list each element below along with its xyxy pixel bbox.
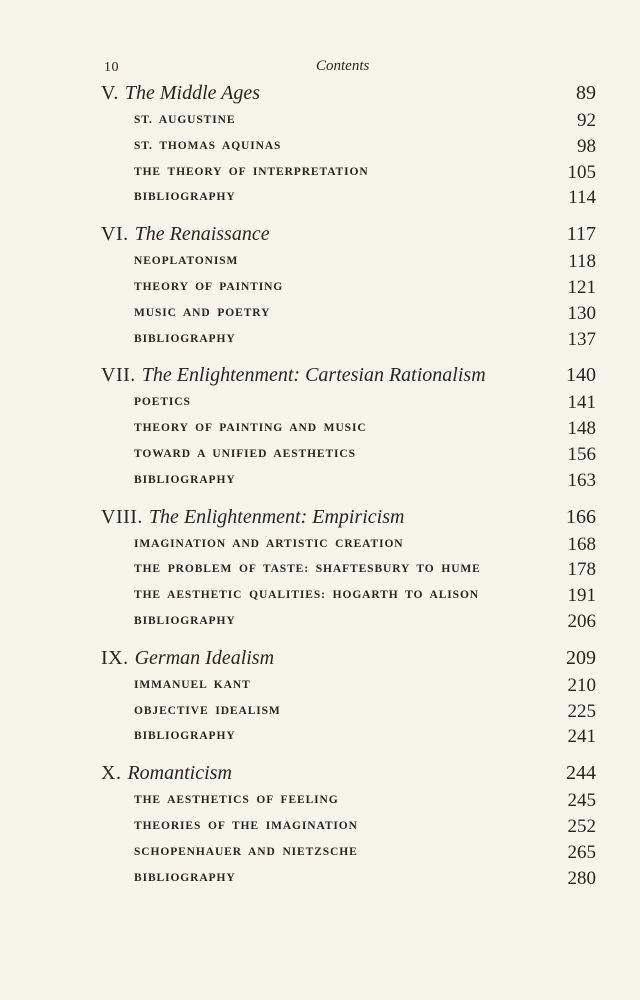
entry-page-number: 225	[567, 700, 596, 722]
entry-label: THE AESTHETICS OF FEELING	[134, 794, 339, 807]
entry-page-number: 168	[567, 533, 596, 555]
entry-page-number: 114	[568, 187, 596, 209]
entry-label: BIBLIOGRAPHY	[134, 871, 236, 884]
chapter-title	[101, 364, 486, 387]
chapter-numeral: VIII.	[101, 505, 143, 528]
toc-entry	[101, 816, 596, 842]
chapter-section	[101, 504, 596, 637]
chapter-section	[101, 221, 596, 354]
entry-page-number: 191	[567, 585, 596, 607]
entry-page-number: 178	[567, 559, 596, 581]
entry-page-number: 280	[567, 867, 596, 889]
entry-page-number: 206	[567, 610, 596, 632]
chapter-page-number: 209	[566, 646, 596, 669]
toc-entry	[101, 329, 596, 355]
chapter-name: Romanticism	[127, 762, 232, 785]
entry-label: THEORIES OF THE IMAGINATION	[134, 819, 358, 832]
entry-page-number: 130	[567, 302, 596, 324]
entry-label: THE AESTHETIC QUALITIES: HOGARTH TO ALISON	[134, 589, 479, 602]
entry-page-number: 137	[567, 328, 596, 350]
toc-entry	[101, 790, 596, 816]
toc-entry	[101, 701, 596, 727]
chapter-title	[101, 223, 270, 246]
entry-page-number: 121	[567, 276, 596, 298]
entry-label: IMAGINATION AND ARTISTIC CREATION	[134, 537, 404, 550]
toc-entry	[101, 559, 596, 585]
entry-label: THE PROBLEM OF TASTE: SHAFTESBURY TO HUME	[134, 563, 481, 576]
toc-entry	[101, 392, 596, 418]
chapter-name: The Middle Ages	[124, 82, 261, 104]
toc-entry	[101, 611, 596, 637]
chapter-numeral: VII.	[101, 364, 136, 387]
chapter-name: German Idealism	[134, 646, 275, 669]
entry-label: MUSIC AND POETRY	[134, 306, 271, 319]
entry-label: ST. AUGUSTINE	[134, 114, 236, 126]
chapter-numeral: VI.	[101, 223, 129, 246]
chapter-section	[101, 362, 596, 495]
entry-label: IMMANUEL KANT	[134, 678, 251, 691]
entry-page-number: 141	[567, 392, 596, 414]
toc-entry	[101, 162, 596, 188]
entry-page-number: 105	[567, 161, 596, 183]
toc-entry	[101, 675, 596, 701]
toc-entry	[101, 303, 596, 329]
toc-entry	[101, 534, 596, 560]
chapter-numeral: IX.	[101, 646, 129, 669]
entry-label: BIBLIOGRAPHY	[134, 191, 236, 204]
entry-page-number: 252	[567, 815, 596, 837]
chapter-heading	[101, 760, 596, 790]
entry-page-number: 148	[567, 418, 596, 440]
chapter-heading	[101, 645, 596, 675]
toc-entry	[101, 470, 596, 496]
toc-entry	[101, 187, 596, 213]
table-of-contents	[101, 80, 596, 901]
toc-entry	[101, 277, 596, 303]
toc-entry	[101, 726, 596, 752]
chapter-heading	[101, 80, 596, 110]
chapter-title	[101, 647, 274, 670]
chapter-page-number: 244	[566, 762, 596, 785]
chapter-title	[101, 82, 260, 105]
chapter-section	[101, 760, 596, 893]
entry-label: THEORY OF PAINTING AND MUSIC	[134, 422, 367, 435]
toc-entry	[101, 842, 596, 868]
chapter-heading	[101, 504, 596, 534]
page-header	[104, 58, 596, 82]
page-number: 10	[104, 60, 119, 75]
entry-page-number: 210	[567, 674, 596, 696]
entry-page-number: 98	[577, 135, 596, 157]
chapter-page-number: 117	[566, 223, 596, 246]
entry-page-number: 163	[567, 469, 596, 491]
entry-label: ST. THOMAS AQUINAS	[134, 139, 282, 152]
entry-page-number: 241	[567, 726, 596, 748]
entry-label: BIBLIOGRAPHY	[134, 614, 236, 627]
entry-page-number: 245	[567, 790, 596, 812]
chapter-numeral: X.	[101, 762, 122, 785]
entry-label: THE THEORY OF INTERPRETATION	[134, 165, 369, 178]
entry-page-number: 92	[577, 110, 596, 131]
chapter-page-number: 140	[566, 364, 596, 387]
toc-entry	[101, 868, 596, 894]
chapter-name: The Renaissance	[134, 223, 270, 246]
chapter-page-number: 166	[566, 505, 596, 528]
chapter-section	[101, 645, 596, 752]
entry-label: TOWARD A UNIFIED AESTHETICS	[134, 447, 356, 460]
toc-entry	[101, 251, 596, 277]
chapter-heading	[101, 362, 596, 392]
entry-label: SCHOPENHAUER AND NIETZSCHE	[134, 845, 358, 858]
entry-page-number: 265	[567, 841, 596, 863]
entry-label: BIBLIOGRAPHY	[134, 473, 236, 486]
chapter-title	[101, 506, 404, 529]
chapter-heading	[101, 221, 596, 251]
chapter-page-number: 89	[576, 82, 596, 104]
toc-entry	[101, 110, 596, 136]
chapter-title	[101, 762, 232, 785]
entry-label: THEORY OF PAINTING	[134, 280, 284, 293]
entry-label: BIBLIOGRAPHY	[134, 332, 236, 345]
chapter-section	[101, 80, 596, 213]
toc-entry	[101, 136, 596, 162]
entry-label: NEOPLATONISM	[134, 255, 239, 268]
toc-entry	[101, 585, 596, 611]
toc-entry	[101, 418, 596, 444]
entry-page-number: 156	[567, 443, 596, 465]
running-head: Contents	[316, 58, 370, 74]
chapter-name: The Enlightenment: Empiricism	[148, 505, 405, 528]
toc-entry	[101, 444, 596, 470]
chapter-numeral: V.	[101, 82, 119, 104]
entry-label: BIBLIOGRAPHY	[134, 730, 236, 743]
chapter-name: The Enlightenment: Cartesian Rationalism	[141, 364, 486, 387]
entry-label: OBJECTIVE IDEALISM	[134, 704, 281, 717]
entry-label: POETICS	[134, 396, 191, 409]
entry-page-number: 118	[568, 251, 596, 273]
